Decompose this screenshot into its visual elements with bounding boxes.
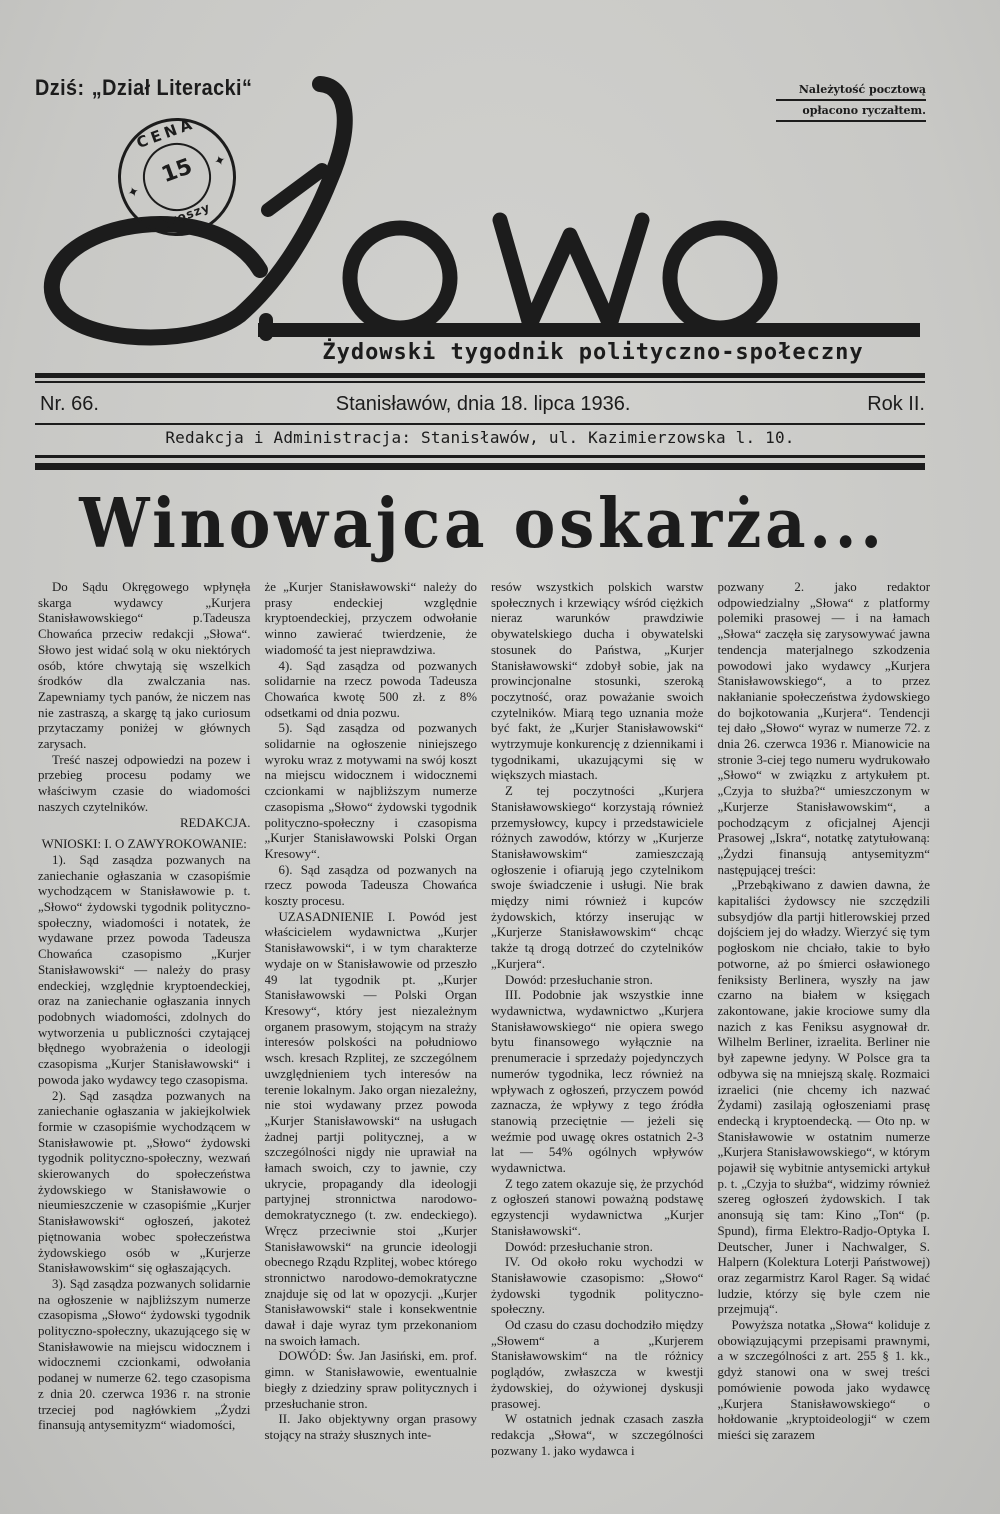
- issue-number: Nr. 66.: [40, 393, 99, 415]
- article-paragraph: Z tej poczytności „Kurjera Stanisławowskiego“ korzystają również przemysłowcy, kupcy i przedstawiciele różnych zawodów, którzy w „Kurjerze Stanisławowskim“ zamieszczają ogłoszenie i ofiarują jego czytelnikom swoje świadczenie i usługi. Nie brak między nimi również i kupców żydowskich, którzy inserując w „Kurjerze Stanisławowskim“ chcąc także tą drogą dotrzeć do czytelników „Kurjera“.: [491, 784, 704, 971]
- article-column-2: [265, 580, 478, 1500]
- intro-paragraph: Do Sądu Okręgowego wpłynęła skarga wydawcy „Kurjera Stanisławowskiego“ p.Tadeusza Chowańca przeciw redakcji „Słowa“. Słowo jest widać solą w oku niektórych osób, które chwytają się wszelkich środków dla zwalczania nas. Zapewniamy tych panów, że niczem nas nie zastraszą, a skargę tą jako curiosum przytaczamy poniżej w głównych zarysach.: [38, 580, 251, 752]
- editorial-signature: REDAKCJA.: [179, 815, 251, 830]
- article-paragraph: W ostatnich jednak czasach zaszła redakcja „Słowa“, w szczególności pozwany 1. jako wydawca i: [491, 1412, 704, 1458]
- article-paragraph: 4). Sąd zasądza od pozwanych solidarnie na rzecz powoda Tadeusza Chowańca kwotę 500 zł. z 8% odsetkami od dnia pozwu.: [264, 658, 477, 720]
- article-paragraph: II. Jako objektywny organ prasowy stojący na straży słusznych inte-: [264, 1412, 477, 1442]
- article-column-1: [38, 580, 251, 1500]
- divider: [35, 423, 925, 425]
- divider: [35, 381, 925, 383]
- today-label: Dziś:: [35, 75, 85, 100]
- headline: Winowajca oskarża...: [79, 484, 886, 564]
- article-paragraph: 1). Sąd zasądza pozwanych na zaniechanie ogłaszania w czasopiśmie wychodzącem w Stanisławowie p. t. „Słowo“ żydowski tygodnik polityczno-społeczny, wiadomości i notatek, że wydawane przez powoda Tadeusza Chowańca czasopismo „Kurjer Stanisławowski“ — należy do prasy endeckiej, względnie kryptoendeckiej, oraz na zaniechanie ogłaszania innych podobnych wiadomości, zdolnych do wytworzenia u publiczności czytającej błędnego wyobrażenia o ideologji czasopisma „Kurjer Stanisławowski“ i powoda jako wydawcy tego czasopisma.: [38, 852, 251, 1087]
- postage-line-2: opłacono ryczałtem.: [776, 101, 926, 122]
- article-paragraph: 5). Sąd zasądza od pozwanych solidarnie na ogłoszenie niniejszego wyroku wraz z motywami na swój koszt na miejscu widocznem i widocznemi czcionkami w najbliższym numerze czasopisma „Słowo“ żydowski tygodnik polityczno-społeczny i czasopisma „Kurjer Stanisławowski Polski Organ Kresowy“.: [264, 721, 477, 861]
- today-section: „Dział Literacki“: [91, 75, 253, 100]
- stamp-price-label: CENA: [134, 114, 198, 153]
- divider: [35, 455, 925, 458]
- issue-year: Rok II.: [867, 393, 925, 415]
- article-paragraph: że „Kurjer Stanisławowski“ należy do prasy endeckiej względnie kryptoendeckiej, przyczem odwołanie winno zawierać twierdzenie, że wiadomość ta jest nieprawdziwa.: [264, 580, 477, 657]
- article-body: [38, 580, 930, 1500]
- article-column-3: [491, 580, 704, 1500]
- article-paragraph: 2). Sąd zasądza pozwanych na zaniechanie ogłaszania w jakiejkolwiek formie w czasopiśmie wychodzącem w Stanisławowie pt. „Słowo“ żydowski tygodnik polityczno-społeczny, wezwań skierowanych do społeczeństwa żydowskiego w Stanisławowie o nieumieszczenie w czasopiśmie „Kurjer Stanisławowski“ ogłoszeń, jakoteż piętnowania wobec społeczeństwa żydowskiego osób w „Kurjerze Stanisławowskim“ się ogłaszających.: [38, 1088, 251, 1276]
- article-paragraph: resów wszystkich polskich warstw społecznych i krzewiący wśród ciężkich nieraz warunków prawdziwie obywatelskiego ducha i obywatelski stosunek do Państwa, „Kurjer Stanisławowski“ zdobył sobie, jak na prowincjonalne stosunki, szeroką poczytność, oraz poważanie swoich czytelników. Miarą tego uznania może być fakt, że „Kurjer Stanisławowski“ wytrzymuje konkurencję z dziennikami i tygodnikami, ukazującymi się w większych miastach.: [491, 580, 704, 783]
- divider: [35, 373, 925, 378]
- article-paragraph: pozwany 2. jako redaktor odpowiedzialny „Słowa“ z platformy polemiki prasowej — i na łamach „Słowa“ zaczęła się zarysowywać jawna tendencja materjalnego szkodzenia powodowi jako wydawcy „Kurjera Stanisławowskiego“, a to przez nakłanianie społeczeństwa żydowskiego do bojkotowania „Kurjera“. Tendencji tej dało „Słowo“ wyraz w numerze 72. z dnia 26. czerwca 1936 r. Mianowicie na stronie 3-ciej tego numeru wydrukowało „Słowo“ w związku z artykułem pt. „Czyja to służba?“ umieszczonym w „Kurjerze Stanisławowskim“, a pochodzącym z oficjalnej Ajencji Prasowej „Iskra“, notatkę zatytułowaną: „Żydzi finansują antysemityzm“ następującej treści:: [717, 580, 930, 877]
- article-paragraph: DOWÓD: Św. Jan Jasiński, em. prof. gimn. w Stanisławowie, ewentualnie biegły z dziedziny spraw politycznych i przesłuchanie stron.: [264, 1349, 477, 1411]
- stamp-star-icon: ✦: [211, 151, 229, 171]
- article-paragraph: „Przebąkiwano z dawien dawna, że kapitaliści żydowscy nie szczędzili subsydjów dla partji hitlerowskiej przed dojściem jej do władzy. Wierzyć się tym pogłoskom nie chciało, takie to było potworne, aż po śmierci osławionego feniksisty Berlinera, wyszły na jaw czarno na białem w księgach zakontowane, jakie krociowe sumy dla nazich z kas Feniksu asygnował dr. Wilhelm Berliner, izraelita. Berliner nie był zapewne jedyny. W Polsce gra ta odbywa się na mniejszą skalę. Rozmaici izraelici (nie chcemy ich nazwać Żydami) zasilają ogłoszeniami prasę endecką i kryptoendecką. — Oto np. w Stanisławowie w ostatnim numerze „Kurjera Stanisławowskiego“, w którym pojawił się wybitnie antysemicki artykuł p. t. „Czyja to służba“, widzimy również szereg ogłoszeń żydowskich. I tak anonsują się tam: Kino „Ton“ (p. Spund), firma Elektro-Radjo-Optyka I. Deutscher, Juner i Nachwalger, S. Halpern (Kolektura Loterji Państwowej) oraz zegarmistrz Karol Rager. Są widać ludzie, którzy się byle czem nie przejmują“.: [717, 878, 930, 1317]
- section-heading: WNIOSKI: I. O ZAWYROKOWANIE:: [41, 837, 247, 852]
- article-paragraph: Powyższa notatka „Słowa“ koliduje z obowiązującymi przepisami prawnymi, a w szczególności z art. 255 § 1. kk., gdyż stanowi ona w swej treści pomówienie powoda jako wydawcę „Kurjera Stanisławowskiego“ o hołdowanie „kryptoideologji“ w czem mieści się zarazem: [717, 1318, 930, 1442]
- article-paragraph: IV. Od około roku wychodzi w Stanisławowie czasopismo: „Słowo“ żydowski tygodnik polityczno-społeczny.: [491, 1255, 704, 1317]
- stamp-star-icon: ✦: [125, 183, 142, 203]
- article-paragraph: UZASADNIENIE I. Powód jest właścicielem wydawnictwa „Kurjer Stanisławowski“, i w tym charakterze wydaje on w Stanisławowie od przeszło 49 lat tygodnik pt. „Kurjer Stanisławowski — Polski Organ Kresowy“, który jest niezależnym organem prasowym, stojącym na straży interesów polskości na południowo wsch. kresach Rzplitej, ze szczególnem uwzględnieniem tych interesów na terenie lokalnym. Jako organ niezależny, nie stoi wydawany przez powoda „Kurjer Stanisławowski“ na usługach żadnej partji politycznej, a w szczególności nigdy nie uprawiał na łamach swoich, czy to jawnie, czy ukrycie, propagandy dla ideologji partyjnej stronnictwa narodowo-demokratycznego (t. zw. endeckiego). Wręcz przeciwnie stoi „Kurjer Stanisławowski“ na gruncie ideologji obecnego Rządu Rzplitej, wobec którego stronnictwo narodowo-demokratyczne znajduje się od lat w opozycji. „Kurjer Stanisławowski“ stale i konsekwentnie dawał i daje wyraz tym przekonaniom na swoich łamach.: [264, 909, 477, 1348]
- article-paragraph: 6). Sąd zasądza od pozwanych na rzecz powoda Tadeusza Chowańca koszty procesu.: [264, 862, 477, 909]
- article-paragraph: 3). Sąd zasądza pozwanych solidarnie na ogłoszenie w najbliższym numerze czasopisma „Słowo“ żydowski tygodnik polityczno-społeczny, ukazującego się w Stanisławowie na miejscu widocznem i widocznemi czcionkami, odwołania podanej w numerze 62. tego czasopisma z dnia 20. czerwca 1936 r. na stronie trzeciej pod nagłówkiem „Żydzi finansują antysemityzm“ wiadomości,: [38, 1276, 251, 1433]
- intro-paragraph: Treść naszej odpowiedzi na pozew i przebieg procesu podamy we właściwym czasie do wiadomości naszych czytelników.: [38, 752, 251, 814]
- article-paragraph: Od czasu do czasu dochodziło między „Słowem“ a „Kurjerem Stanisławowskim“ na tle różnicy poglądów, zwłaszcza w kwestji żydowskiej, do ożywionej dyskusji prasowej.: [491, 1318, 704, 1411]
- article-paragraph: III. Podobnie jak wszystkie inne wydawnictwa, wydawnictwo „Kurjera Stanisławowskiego“ nie opiera swego bytu finansowego wyłącznie na prenumeracie i sprzedaży pojedynczych numerów tygodnika, lecz również na wpływach z ogłoszeń, przyczem powód zaznacza, że wpływy z tego źródła stanowią przeciętnie — jeżeli się weźmie pod uwagę okres ostatnich 2-3 lat — 54% ogólnych wpływów wydawnictwa.: [491, 988, 704, 1176]
- article-paragraph: Z tego zatem okazuje się, że przychód z ogłoszeń stanowi poważną podstawę egzystencji wydawnictwa „Kurjer Stanisławowski“.: [491, 1176, 704, 1238]
- issue-line: [40, 393, 925, 416]
- stamp-currency: groszy: [159, 199, 213, 231]
- stamp-price-value: 15: [158, 154, 196, 189]
- postage-line-1: Należytość pocztową: [776, 80, 926, 101]
- issue-date: Stanisławów, dnia 18. lipca 1936.: [335, 393, 631, 415]
- article-paragraph: Dowód: przesłuchanie stron.: [505, 1239, 653, 1254]
- administration-address: Redakcja i Administracja: Stanisławów, ul. Kazimierzowska l. 10.: [165, 428, 795, 447]
- article-column-4: [718, 580, 931, 1500]
- subtitle: Żydowski tygodnik polityczno-społeczny: [322, 340, 864, 365]
- article-paragraph: Dowód: przesłuchanie stron.: [505, 972, 653, 987]
- divider: [35, 463, 925, 470]
